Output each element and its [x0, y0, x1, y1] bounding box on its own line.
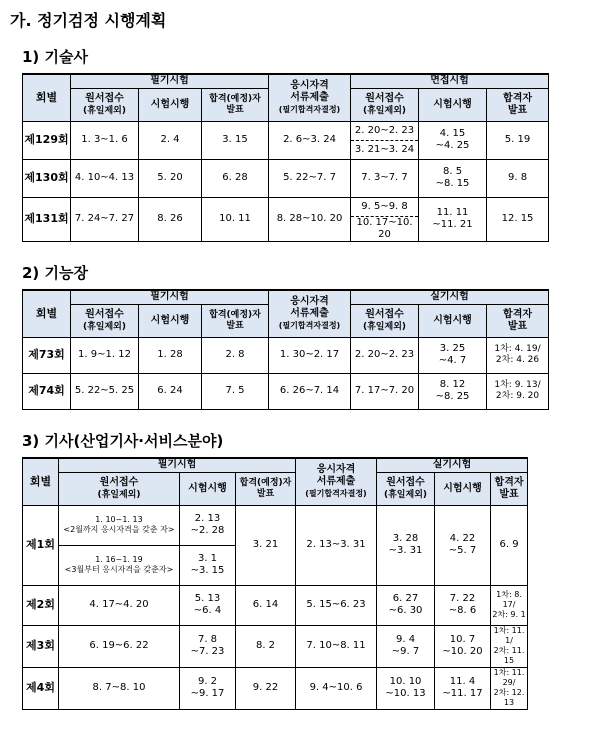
cell-announce: 3. 15 [202, 121, 269, 159]
cell-qualification: 1. 30~2. 17 [269, 337, 351, 373]
cell-exam: 5. 13 ~6. 4 [180, 585, 236, 625]
cell-announce: 6. 14 [236, 585, 296, 625]
cell-practical-announce: 1차: 11. 29/ 2차: 12. 13 [491, 667, 528, 709]
cell-apply: 8. 7~8. 10 [59, 667, 180, 709]
cell-qualification: 7. 10~8. 11 [296, 625, 377, 667]
cell-practical-exam: 7. 22 ~8. 6 [435, 585, 491, 625]
cell-announce: 7. 5 [202, 373, 269, 409]
cell-practical-announce: 1차: 8. 17/ 2차: 9. 1 [491, 585, 528, 625]
cell-interview-apply: 10. 17~10. 20 [351, 216, 419, 241]
header-announce: 합격자 발표 [487, 88, 549, 121]
header-exam: 시험시행 [139, 304, 202, 337]
section-title-engineer: 3) 기사(산업기사·서비스분야) [22, 432, 224, 450]
header-round: 회별 [23, 74, 71, 121]
header-announce: 합격자 발표 [491, 472, 528, 505]
cell-apply: 1. 10~1. 13 <2월까지 응시자격을 갖춘 자> [59, 505, 180, 545]
row-round: 제2회 [23, 585, 59, 625]
cell-interview-announce: 9. 8 [487, 159, 549, 197]
cell-practical-apply: 10. 10 ~10. 13 [377, 667, 435, 709]
header-apply: 원서접수 (휴일제외) [351, 304, 419, 337]
header-written: 필기시험 [59, 458, 296, 472]
cell-practical-announce: 6. 9 [491, 505, 528, 585]
header-announce-pre: 합격(예정)자 발표 [202, 304, 269, 337]
header-qualification: 응시자격 서류제출 (필기합격자결정) [269, 290, 351, 337]
header-announce-pre: 합격(예정)자 발표 [236, 472, 296, 505]
section-title-engineer-pro: 1) 기술사 [22, 48, 88, 66]
header-exam: 시험시행 [419, 88, 487, 121]
header-exam: 시험시행 [139, 88, 202, 121]
cell-qualification: 8. 28~10. 20 [269, 197, 351, 241]
cell-interview-apply: 7. 3~7. 7 [351, 159, 419, 197]
cell-qualification: 5. 22~7. 7 [269, 159, 351, 197]
table-master-craftsman [22, 289, 549, 410]
header-announce: 합격자 발표 [487, 304, 549, 337]
cell-announce: 2. 8 [202, 337, 269, 373]
header-qualification: 응시자격 서류제출 (필기합격자결정) [296, 458, 377, 505]
cell-practical-announce: 1차: 4. 19/ 2차: 4. 26 [487, 337, 549, 373]
cell-announce: 9. 22 [236, 667, 296, 709]
cell-exam: 2. 13 ~2. 28 [180, 505, 236, 545]
row-round: 제4회 [23, 667, 59, 709]
cell-practical-announce: 1차: 9. 13/ 2차: 9. 20 [487, 373, 549, 409]
header-qualification: 응시자격 서류제출 (필기합격자결정) [269, 74, 351, 121]
cell-practical-exam: 3. 25 ~4. 7 [419, 337, 487, 373]
header-apply: 원서접수 (휴일제외) [59, 472, 180, 505]
row-round: 제3회 [23, 625, 59, 667]
header-exam: 시험시행 [419, 304, 487, 337]
header-announce-pre: 합격(예정)자 발표 [202, 88, 269, 121]
cell-practical-apply: 9. 4 ~9. 7 [377, 625, 435, 667]
header-written: 필기시험 [71, 290, 269, 304]
cell-exam: 5. 20 [139, 159, 202, 197]
cell-apply: 1. 16~1. 19 <3월부터 응시자격을 갖춘자> [59, 545, 180, 585]
cell-practical-exam: 10. 7 ~10. 20 [435, 625, 491, 667]
cell-announce: 3. 21 [236, 505, 296, 585]
cell-interview-apply: 2. 20~2. 23 [351, 121, 419, 140]
cell-qualification: 5. 15~6. 23 [296, 585, 377, 625]
cell-practical-apply: 2. 20~2. 23 [351, 337, 419, 373]
header-apply: 원서접수 (휴일제외) [351, 88, 419, 121]
cell-apply: 7. 24~7. 27 [71, 197, 139, 241]
cell-exam: 2. 4 [139, 121, 202, 159]
cell-announce: 6. 28 [202, 159, 269, 197]
cell-exam: 6. 24 [139, 373, 202, 409]
cell-apply: 5. 22~5. 25 [71, 373, 139, 409]
cell-interview-apply: 9. 5~9. 8 [351, 197, 419, 216]
cell-practical-announce: 1차: 11. 1/ 2차: 11. 15 [491, 625, 528, 667]
section-title-master-craftsman: 2) 기능장 [22, 264, 88, 282]
header-apply: 원서접수 (휴일제외) [71, 88, 139, 121]
cell-interview-exam: 8. 5 ~8. 15 [419, 159, 487, 197]
cell-apply: 1. 3~1. 6 [71, 121, 139, 159]
cell-apply: 6. 19~6. 22 [59, 625, 180, 667]
cell-exam: 8. 26 [139, 197, 202, 241]
cell-exam: 3. 1 ~3. 15 [180, 545, 236, 585]
cell-exam: 1. 28 [139, 337, 202, 373]
cell-announce: 10. 11 [202, 197, 269, 241]
cell-apply: 4. 17~4. 20 [59, 585, 180, 625]
row-round: 제73회 [23, 337, 71, 373]
row-round: 제131회 [23, 197, 71, 241]
cell-interview-announce: 12. 15 [487, 197, 549, 241]
cell-qualification: 6. 26~7. 14 [269, 373, 351, 409]
row-round: 제129회 [23, 121, 71, 159]
row-round: 제1회 [23, 505, 59, 585]
header-exam: 시험시행 [180, 472, 236, 505]
header-round: 회별 [23, 458, 59, 505]
main-title: 가. 정기검정 시행계획 [10, 11, 167, 30]
cell-interview-apply: 3. 21~3. 24 [351, 140, 419, 159]
cell-practical-apply: 6. 27 ~6. 30 [377, 585, 435, 625]
row-round: 제74회 [23, 373, 71, 409]
table-professional-engineer [22, 73, 549, 242]
table-engineer [22, 457, 528, 710]
cell-announce: 8. 2 [236, 625, 296, 667]
header-round: 회별 [23, 290, 71, 337]
header-practical: 실기시험 [351, 290, 549, 304]
cell-interview-exam: 11. 11 ~11. 21 [419, 197, 487, 241]
cell-practical-apply: 7. 17~7. 20 [351, 373, 419, 409]
cell-practical-exam: 11. 4 ~11. 17 [435, 667, 491, 709]
header-written: 필기시험 [71, 74, 269, 88]
cell-interview-announce: 5. 19 [487, 121, 549, 159]
row-round: 제130회 [23, 159, 71, 197]
cell-interview-exam: 4. 15 ~4. 25 [419, 121, 487, 159]
cell-exam: 7. 8 ~7. 23 [180, 625, 236, 667]
cell-practical-exam: 8. 12 ~8. 25 [419, 373, 487, 409]
header-apply: 원서접수 (휴일제외) [377, 472, 435, 505]
cell-apply: 4. 10~4. 13 [71, 159, 139, 197]
header-practical: 실기시험 [377, 458, 528, 472]
cell-practical-apply: 3. 28 ~3. 31 [377, 505, 435, 585]
cell-qualification: 9. 4~10. 6 [296, 667, 377, 709]
cell-apply: 1. 9~1. 12 [71, 337, 139, 373]
cell-qualification: 2. 13~3. 31 [296, 505, 377, 585]
header-apply: 원서접수 (휴일제외) [71, 304, 139, 337]
cell-qualification: 2. 6~3. 24 [269, 121, 351, 159]
header-interview: 면접시험 [351, 74, 549, 88]
header-exam: 시험시행 [435, 472, 491, 505]
cell-exam: 9. 2 ~9. 17 [180, 667, 236, 709]
cell-practical-exam: 4. 22 ~5. 7 [435, 505, 491, 585]
